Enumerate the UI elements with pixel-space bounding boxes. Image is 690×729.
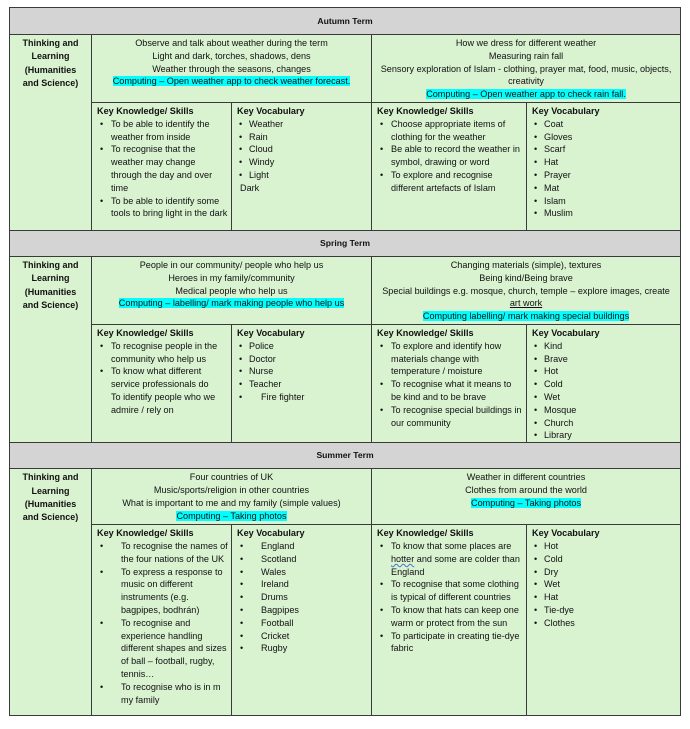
vocab-item: • Cold (532, 378, 677, 391)
topic-line (372, 285, 680, 311)
skill-item: • To recognise the names of the four nations of the UK (97, 540, 228, 566)
side-label-line: and Science) (22, 78, 79, 89)
vocab-item: • Kind (532, 340, 677, 353)
vocab-item: • Hat (532, 156, 677, 169)
vocab-heading: Key Vocabulary (532, 328, 600, 338)
summer-right-topics (372, 469, 681, 525)
side-label-line: (Humanities (24, 64, 77, 75)
skills-heading: Key Knowledge/ Skills (377, 328, 474, 338)
side-label-line: Learning (31, 485, 70, 496)
vocab-item: • Windy (237, 156, 368, 169)
vocab-item: • Church (532, 417, 677, 430)
skills-heading: Key Knowledge/ Skills (97, 528, 194, 539)
summer-left-topics (92, 469, 372, 525)
vocab-item: • Dry (532, 566, 677, 579)
vocab-item: • Scotland (237, 553, 368, 566)
vocab-item: • Doctor (237, 353, 368, 366)
autumn-right-vocab (527, 103, 681, 231)
side-label-line: and Science) (22, 300, 79, 311)
skill-item: • To recognise what it means to be kind and to be brave (377, 378, 523, 404)
vocab-item: • Cold (532, 553, 677, 566)
vocab-item: • Wet (532, 391, 677, 404)
spellcheck-word: hotter (391, 553, 415, 564)
skill-item: • To explore and recognise different artefacts of Islam (377, 169, 523, 195)
vocab-item: • Hat (532, 591, 677, 604)
vocab-item: • Mosque (532, 404, 677, 417)
topic-line: Weather through the seasons, changes (152, 63, 311, 74)
skill-item-continued: To identify people who we admire / rely on (111, 391, 216, 415)
vocab-item: • Light (237, 169, 368, 182)
side-label-line: (Humanities (24, 286, 77, 297)
vocab-item: • Weather (237, 118, 368, 131)
skill-item: • Be able to record the weather in symbol, drawing or word (377, 143, 523, 169)
topic-text: Special buildings e.g. mosque, church, temple – explore images, create (382, 285, 670, 296)
skill-text: and some are colder than England (391, 553, 520, 577)
topic-line: People in our community/ people who help us (139, 260, 324, 270)
topic-line: Being kind/Being brave (479, 272, 573, 283)
vocab-item: • Muslim (532, 207, 677, 220)
skill-item: • To know what different service professionals do (97, 365, 228, 391)
vocab-item: • Hot (532, 365, 677, 378)
computing-highlight: Computing labelling/ mark making special buildings (422, 311, 630, 322)
computing-highlight: Computing – Taking photos (176, 510, 287, 521)
vocab-item: • Mat (532, 182, 677, 195)
computing-highlight: Computing – labelling/ mark making people who help us (118, 298, 345, 309)
skill-item: • To recognise that some clothing is typical of different countries (377, 578, 523, 604)
summer-term-header: Summer Term (10, 443, 681, 469)
vocab-item: • Cricket (237, 630, 368, 643)
spring-term-header: Spring Term (10, 231, 681, 257)
side-label-line: Thinking and (22, 38, 79, 48)
summer-left-skills (92, 525, 232, 716)
vocab-item: • Teacher (237, 378, 368, 391)
art-work-underlined: art work (509, 298, 543, 309)
vocab-heading: Key Vocabulary (532, 106, 600, 116)
topic-line: Light and dark, torches, shadows, dens (152, 50, 311, 61)
vocab-item: • Library (532, 429, 677, 442)
topic-line: What is important to me and my family (simple values) (122, 497, 341, 508)
vocab-item: • Brave (532, 353, 677, 366)
vocab-item: • Bagpipes (237, 604, 368, 617)
autumn-left-topics (92, 35, 372, 103)
vocab-item: • England (237, 540, 368, 553)
vocab-item: • Fire fighter (237, 391, 368, 404)
autumn-left-vocab (232, 103, 372, 231)
vocab-item: • Ireland (237, 578, 368, 591)
vocab-item: Dark (240, 182, 260, 193)
spring-right-vocab (527, 325, 681, 443)
side-label-line: Learning (31, 51, 70, 62)
topic-line: Sensory exploration of Islam - clothing, prayer mat, food, music, objects, creativity (380, 63, 672, 87)
summer-left-vocab (232, 525, 372, 716)
skill-item: • To recognise who is in m my family (97, 681, 228, 707)
skill-item: • To express a response to music on different instruments (e.g. bagpipes, bodhrán) (97, 566, 228, 617)
topic-line: Four countries of UK (189, 472, 274, 483)
vocab-heading: Key Vocabulary (237, 528, 305, 539)
computing-highlight: Computing – Taking photos (471, 497, 582, 508)
vocab-item: • Tie-dye (532, 604, 677, 617)
topic-line: Heroes in my family/community (168, 272, 295, 283)
vocab-item: • Police (237, 340, 368, 353)
skill-item: • To recognise and experience handling different shapes and sizes of ball – football, rugby, tennis… (97, 617, 228, 681)
side-label-line: Thinking and (22, 472, 79, 483)
curriculum-document (9, 7, 680, 716)
topic-line: Medical people who help us (175, 285, 288, 296)
spring-left-skills (92, 325, 232, 443)
side-label-line: and Science) (22, 512, 79, 523)
topic-line: Music/sports/religion in other countries (153, 484, 310, 495)
computing-highlight: Computing – Open weather app to check rain fall. (426, 89, 626, 100)
skills-heading: Key Knowledge/ Skills (97, 106, 194, 116)
vocab-heading: Key Vocabulary (237, 106, 305, 116)
skill-item: • To be able to identify some tools to bring light in the dark (97, 195, 228, 221)
side-label-line: Learning (31, 273, 70, 284)
vocab-item: • Wet (532, 578, 677, 591)
topic-line: Changing materials (simple), textures (450, 260, 602, 270)
spring-right-skills (372, 325, 527, 443)
topic-line: Measuring rain fall (488, 50, 564, 61)
vocab-item: • Nurse (237, 365, 368, 378)
topic-line: Clothes from around the world (465, 484, 587, 495)
skill-item: • To recognise special buildings in our community (377, 404, 523, 430)
skill-item: • To know that hats can keep one warm or protect from the sun (377, 604, 523, 630)
vocab-item: • Gloves (532, 131, 677, 144)
vocab-item: • Prayer (532, 169, 677, 182)
side-label-line: Thinking and (22, 260, 79, 270)
spring-left-topics (92, 257, 372, 325)
vocab-item: • Cloud (237, 143, 368, 156)
vocab-item: • Football (237, 617, 368, 630)
topic-line: How we dress for different weather (455, 38, 597, 48)
computing-highlight: Computing – Open weather app to check weather forecast. (112, 76, 351, 87)
vocab-item: • Islam (532, 195, 677, 208)
vocab-item: • Rain (237, 131, 368, 144)
autumn-right-topics (372, 35, 681, 103)
autumn-left-skills (92, 103, 232, 231)
spring-right-topics (372, 257, 681, 325)
skill-item: • To be able to identify the weather from inside (97, 118, 228, 144)
autumn-side-label (10, 35, 92, 231)
autumn-term-header: Autumn Term (10, 8, 681, 35)
vocab-item: • Scarf (532, 143, 677, 156)
autumn-right-skills (372, 103, 527, 231)
vocab-item: • Drums (237, 591, 368, 604)
skills-heading: Key Knowledge/ Skills (97, 328, 194, 338)
skill-item: • To explore and identify how materials change with temperature / moisture (377, 340, 523, 378)
vocab-item: • Wales (237, 566, 368, 579)
vocab-item: • Rugby (237, 642, 368, 655)
vocab-item: • Hot (532, 540, 677, 553)
skill-item: • Choose appropriate items of clothing for the weather (377, 118, 523, 144)
topic-line: Weather in different countries (466, 472, 586, 483)
summer-right-vocab (527, 525, 681, 716)
topic-line: Observe and talk about weather during the term (135, 38, 328, 48)
vocab-heading: Key Vocabulary (532, 528, 600, 539)
vocab-heading: Key Vocabulary (237, 328, 305, 338)
skill-text: To know that some places are (391, 540, 512, 551)
skills-heading: Key Knowledge/ Skills (377, 528, 474, 539)
skill-item: • To recognise that the weather may change through the day and over time (97, 143, 228, 194)
summer-side-label (10, 469, 92, 716)
skill-item (377, 540, 523, 578)
summer-right-skills (372, 525, 527, 716)
spring-left-vocab (232, 325, 372, 443)
skill-item: • To participate in creating tie-dye fabric (377, 630, 523, 656)
vocab-item: • Clothes (532, 617, 677, 630)
side-label-line: (Humanities (24, 498, 77, 509)
skill-item: • To recognise people in the community who help us (97, 340, 228, 366)
vocab-item: • Coat (532, 118, 677, 131)
spring-side-label (10, 257, 92, 443)
skills-heading: Key Knowledge/ Skills (377, 106, 474, 116)
curriculum-table (9, 7, 681, 716)
